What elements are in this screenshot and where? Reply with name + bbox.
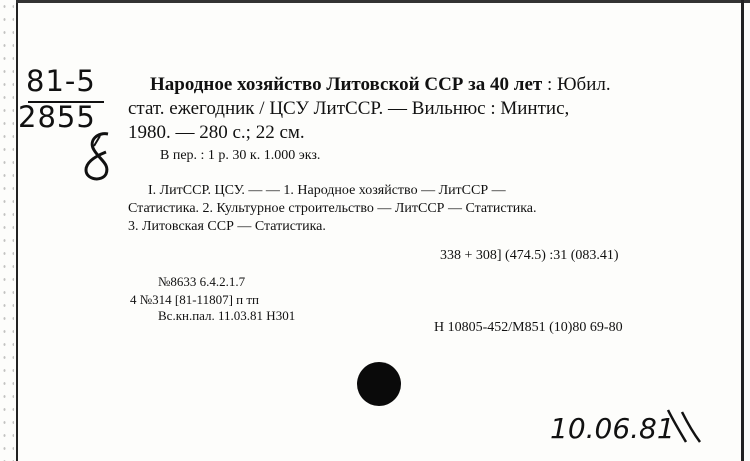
meta-line-1: №8633 6.4.2.1.7 <box>158 274 246 289</box>
meta-line-2: 4 №314 [81-11807] п тп <box>130 292 260 307</box>
binding-price-copies: В пер. : 1 р. 30 к. 1.000 экз. <box>160 148 321 163</box>
handwritten-date <box>548 402 708 450</box>
subject-headings-line-3: 3. Литовская ССР — Статистика. <box>128 219 326 234</box>
title-rest: : Юбил. <box>542 74 611 95</box>
handwritten-number: 2855 <box>18 100 96 134</box>
card-left-edge <box>16 0 18 461</box>
bibliographic-line-3: 1980. — 280 с.; 22 см. <box>128 122 305 143</box>
title-main: Народное хозяйство Литовской ССР за 40 лет <box>150 74 543 95</box>
subject-headings-line-2: Статистика. 2. Культурное строительство — ЛитССР — Статистика. <box>128 201 537 216</box>
scan-edge-noise <box>0 0 14 461</box>
handwritten-date-text: 10.06.81 <box>550 412 675 445</box>
card-right-edge <box>741 0 744 461</box>
bibliographic-title <box>150 74 611 96</box>
udc-classification: 338 + 308] (474.5) :31 (083.41) <box>440 248 619 263</box>
card-top-edge <box>16 0 750 3</box>
meta-line-3: Вс.кн.пал. 11.03.81 Н301 <box>158 308 296 323</box>
punched-hole <box>357 362 401 406</box>
subject-headings-line-1: I. ЛитССР. ЦСУ. — — 1. Народное хозяйство — ЛитССР — <box>148 183 506 198</box>
price-code: Н 10805-452/М851 (10)80 69-80 <box>434 320 623 335</box>
handwritten-scribble-icon <box>80 130 120 184</box>
bibliographic-line-2: стат. ежегодник / ЦСУ ЛитССР. — Вильнюс : Минтис, <box>128 98 570 119</box>
handwritten-class-mark: 81-5 <box>26 64 96 98</box>
